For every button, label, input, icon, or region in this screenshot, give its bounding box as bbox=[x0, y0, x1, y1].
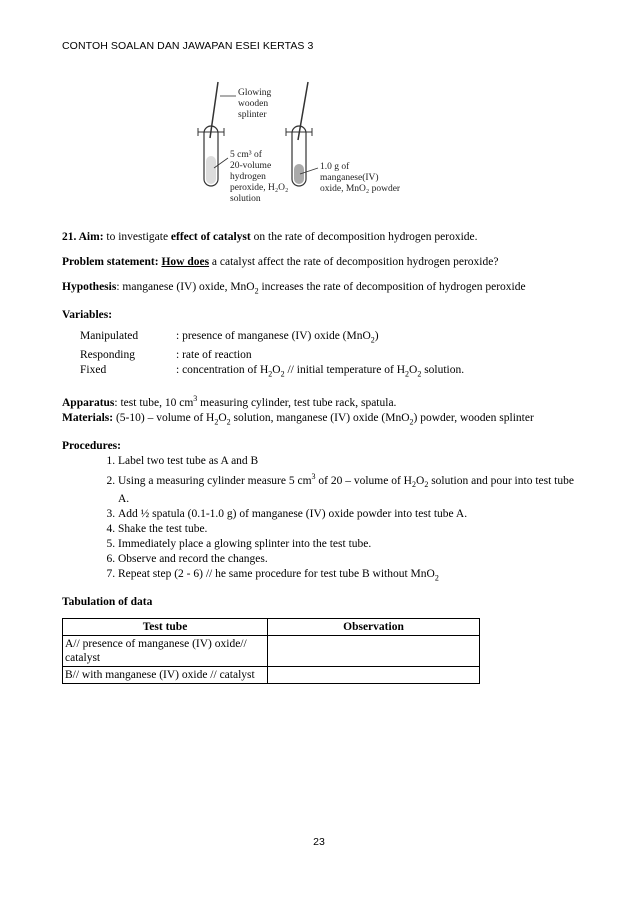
data-table bbox=[62, 618, 480, 684]
apparatus-figure bbox=[180, 78, 440, 218]
procedure-step: 7. Repeat step (2 - 6) // he same procedure for test tube B without MnO$_2$ bbox=[118, 567, 582, 585]
procedure-step: 5. Immediately place a glowing splinter into the test tube. bbox=[118, 537, 582, 552]
variables-section: Variables: Manipulated : presence of manganese (IV) oxide (MnO$_2$) Responding : rate of reaction Fixed : concentration of $H_2O_2$ // initial temperature of $H_2O_2$ solution. bbox=[62, 308, 582, 381]
test-tubes-diagram bbox=[180, 78, 440, 218]
variable-responding: Responding : rate of reaction bbox=[80, 348, 252, 361]
tabulation-section: Tabulation of data Test tube Observation A// presence of manganese (IV) oxide// catalyst B// with manganese (IV) oxide // catalyst bbox=[62, 595, 582, 684]
procedure-step: 3. Add ½ spatula (0.1-1.0 g) of manganese (IV) oxide powder into test tube A. bbox=[118, 507, 582, 522]
procedure-step: 6. Observe and record the changes. bbox=[118, 552, 582, 567]
procedure-step: 2. Using a measuring cylinder measure 5 $cm^3$ of 20 – volume of $H_2O_2$ solution and pour into test tube A. bbox=[118, 469, 582, 507]
document-body bbox=[62, 230, 582, 684]
right-tube-label: 1.0 g of manganese(IV) oxide, MnO₂ powder bbox=[320, 162, 401, 194]
column-header: Test tube bbox=[63, 619, 268, 636]
materials-line: Materials: (5-10) – volume of $H_2O_2$ solution, manganese (IV) oxide (MnO$_2$) powder, wooden splinter bbox=[62, 411, 534, 427]
aim-paragraph: 21. Aim: to investigate effect of catalyst on the rate of decomposition hydrogen peroxide. bbox=[62, 231, 478, 243]
table-row bbox=[63, 636, 480, 667]
table-cell bbox=[268, 667, 480, 684]
table-row bbox=[63, 667, 480, 684]
variable-manipulated: Manipulated : presence of manganese (IV) oxide (MnO$_2$) bbox=[80, 330, 379, 345]
splinter-label: Glowing wooden splinter bbox=[238, 88, 272, 120]
table-cell bbox=[268, 636, 480, 667]
page-number: 23 bbox=[313, 836, 325, 848]
column-header: Observation bbox=[268, 619, 480, 636]
hypothesis: Hypothesis: manganese (IV) oxide, MnO$_2$ increases the rate of decomposition of hydrogen peroxide bbox=[62, 281, 526, 296]
procedure-step: 1. Label two test tube as A and B bbox=[118, 454, 582, 469]
procedure-step: 4. Shake the test tube. bbox=[118, 522, 582, 537]
page-header: CONTOH SOALAN DAN JAWAPAN ESEI KERTAS 3 bbox=[62, 40, 314, 52]
left-tube-label: 5 cm³ of 20-volume hydrogen peroxide, H₂O₂ solution bbox=[230, 150, 289, 204]
table-cell: A// presence of manganese (IV) oxide// catalyst bbox=[63, 636, 268, 667]
variable-fixed: Fixed : concentration of $H_2O_2$ // initial temperature of $H_2O_2$ solution. bbox=[80, 363, 465, 378]
procedures-section: Procedures: 1. Label two test tube as A and B 2. Using a measuring cylinder measure 5 $cm^3$ of 20 – volume of $H_2O_2$ solution and pour into test tube A. 3. Add ½ spatula (0.1-1.0 g) of manganese (IV) oxide powder into test tube A. 4. Shake the test tube. 5. Immediately place a glowing splinter into the test tube. 6. Observe and record the changes. 7. Repeat step (2 - 6) // he same procedure for test tube B without MnO$_2$ bbox=[62, 439, 582, 585]
table-cell: B// with manganese (IV) oxide // catalyst bbox=[63, 667, 268, 684]
apparatus-line: Apparatus: test tube, 10 $cm^3$ measuring cylinder, test tube rack, spatula. bbox=[62, 393, 397, 409]
problem-statement: Problem statement: How does a catalyst affect the rate of decomposition hydrogen peroxide? bbox=[62, 256, 499, 268]
